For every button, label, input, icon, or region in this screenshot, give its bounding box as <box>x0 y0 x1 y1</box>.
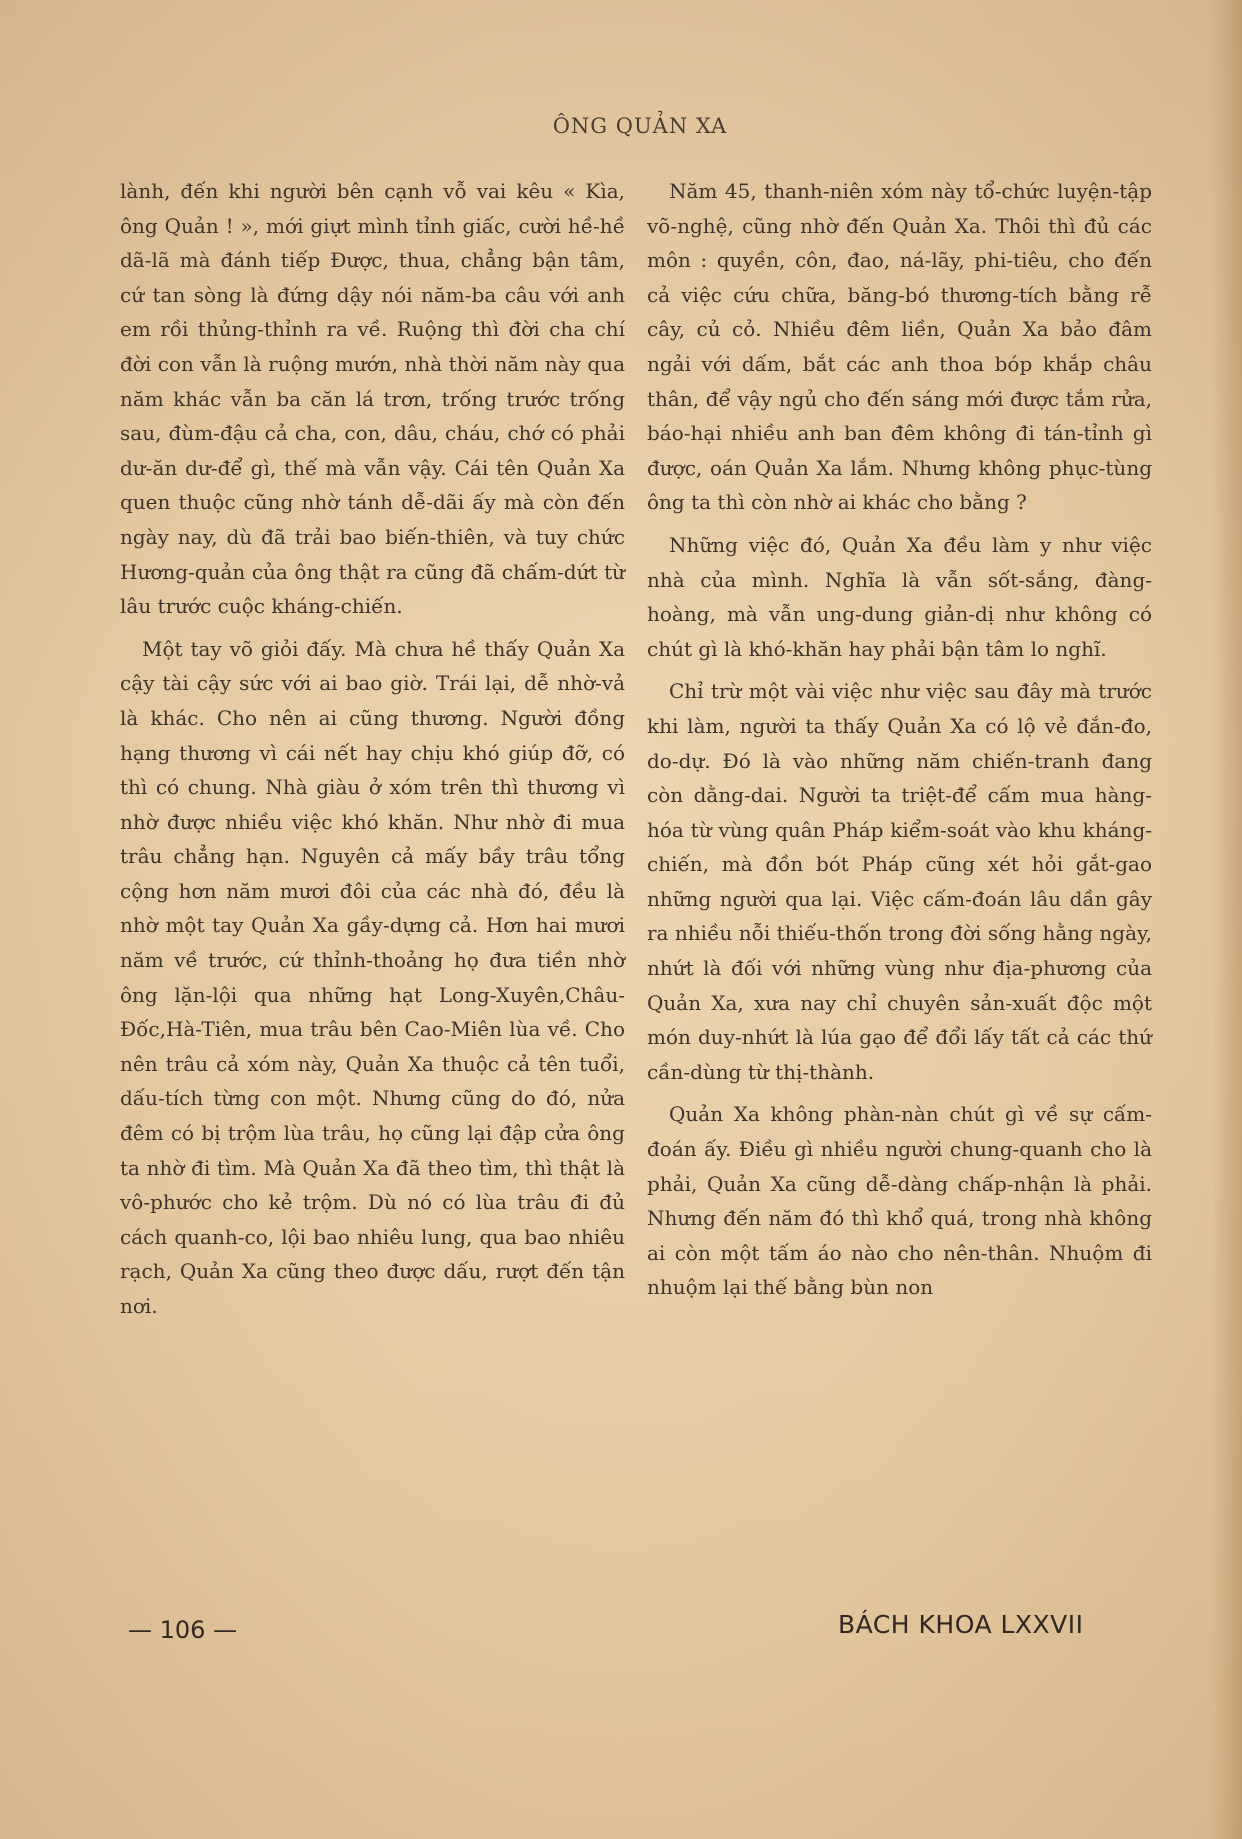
running-title: ÔNG QUẢN XA <box>552 114 728 138</box>
paragraph: Quản Xa không phàn-nàn chút gì về sự cấm-đoán ấy. Điều gì nhiều người chung-quanh cho là phải, Quản Xa cũng dễ-dàng chấp-nhận là phải. Nhưng đến năm đó thì khổ quá, trong nhà không ai còn một tấm áo nào cho nên-thân. Nhuộm đi nhuộm lại thế bằng bùn non <box>647 1102 1152 1300</box>
left-text-column <box>120 174 625 1324</box>
paragraph: Những việc đó, Quản Xa đều làm y như việc nhà của mình. Nghĩa là vẫn sốt-sắng, đàng-hoàng, mà vẫn ung-dung giản-dị như không có chút gì là khó-khăn hay phải bận tâm lo nghĩ. <box>647 532 1152 661</box>
paragraph: Chỉ trừ một vài việc như việc sau đây mà trước khi làm, người ta thấy Quản Xa có lộ vẻ đắn-đo, do-dự. Đó là vào những năm chiến-tranh đang còn dằng-dai. Người ta triệt-để cấm mua hàng-hóa từ vùng quân Pháp kiểm-soát vào khu kháng-chiến, mà đồn bót Pháp cũng xét hỏi gắt-gao những người qua lại. Việc cấm-đoán lâu dần gây ra nhiều nỗi thiếu-thốn trong đời sống hằng ngày, nhứt là đối với những vùng như địa-phương của Quản Xa, xưa nay chỉ chuyên sản-xuất độc một món duy-nhứt là lúa gạo để đổi lấy tất cả các thứ cần-dùng từ thị-thành. <box>647 679 1152 1084</box>
page-number: — 106 — <box>128 1616 238 1644</box>
journal-issue: BÁCH KHOA LXXVII <box>838 1610 1084 1639</box>
paragraph: Năm 45, thanh-niên xóm này tổ-chức luyện-tập võ-nghệ, cũng nhờ đến Quản Xa. Thôi thì đủ các môn : quyền, côn, đao, ná-lãy, phi-tiêu, cho đến cả việc cứu chữa, băng-bó thương-tích bằng rễ cây, củ cỏ. Nhiều đêm liền, Quản Xa bảo đâm ngải với dấm, bắt các anh thoa bóp khắp châu thân, để vậy ngủ cho đến sáng mới được tắm rửa, báo-hại nhiều anh ban đêm không đi tán-tỉnh gì được, oán Quản Xa lắm. Nhưng không phục-tùng ông ta thì còn nhờ ai khác cho bằng ? <box>647 179 1152 515</box>
paragraph: lành, đến khi người bên cạnh vỗ vai kêu « Kìa, ông Quản ! », mới giựt mình tỉnh giấc, cười hề-hề dã-lã mà đánh tiếp Được, thua, chẳng bận tâm, cứ tan sòng là đứng dậy nói năm-ba câu với anh em rồi thủng-thỉnh ra về. Ruộng thì đời cha chí đời con vẫn là ruộng mướn, nhà thời năm này qua năm khác vẫn ba căn lá trơn, trống trước trống sau, đùm-đậu cả cha, con, dâu, cháu, chớ có phải dư-ăn dư-để gì, thế mà vẫn vậy. Cái tên Quản Xa quen thuộc cũng nhờ tánh dễ-dãi ấy mà còn đến ngày nay, dù đã trải bao biến-thiên, và tuy chức Hương-quản của ông thật ra cũng đã chấm-dứt từ lâu trước cuộc kháng-chiến. <box>120 179 625 619</box>
right-text-column <box>647 174 1152 1305</box>
paragraph: Một tay võ giỏi đấy. Mà chưa hề thấy Quản Xa cậy tài cậy sức với ai bao giờ. Trái lại, dễ nhờ-vả là khác. Cho nên ai cũng thương. Người đồng hạng thương vì cái nết hay chịu khó giúp đỡ, có thì có chung. Nhà giàu ở xóm trên thì thương vì nhờ được nhiều việc khó khăn. Như nhờ đi mua trâu chẳng hạn. Nguyên cả mấy bầy trâu tổng cộng hơn năm mươi đôi của các nhà đó, đều là nhờ một tay Quản Xa gầy-dựng cả. Hơn hai mươi năm về trước, cứ thỉnh-thoảng họ đưa tiền nhờ ông lặn-lội qua những hạt Long-Xuyên,Châu-Đốc,Hà-Tiên, mua trâu bên Cao-Miên lùa về. Cho nên trâu cả xóm này, Quản Xa thuộc cả tên tuổi, dấu-tích từng con một. Nhưng cũng do đó, nửa đêm có bị trộm lùa trâu, họ cũng lại đập cửa ông ta nhờ đi tìm. Mà Quản Xa đã theo tìm, thì thật là vô-phước cho kẻ trộm. Dù nó có lùa trâu đi đủ cách quanh-co, lội bao nhiêu lung, qua bao nhiêu rạch, Quản Xa cũng theo được dấu, rượt đến tận nơi. <box>120 636 625 1318</box>
page-edge-shadow <box>1212 0 1242 1839</box>
